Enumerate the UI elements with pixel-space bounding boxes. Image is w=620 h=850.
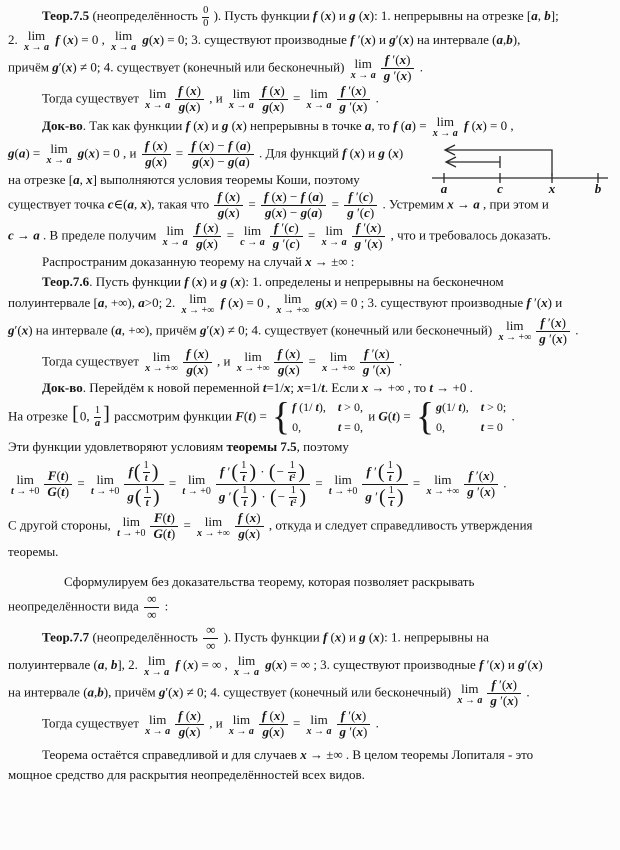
text-line: на интервале (a,b), причём g′(x) ≠ 0; 4. существует (конечный или бесконечный) lim x → a f ′( x ) g ′( x ) . [8,677,530,709]
diagram-label-a: a [440,180,448,194]
text-line: Теор.7.7 (неопределённость $\frac{\infty}{\infty}$ ). Пусть функции f (x) и g (x): 1. непрерывны на [42,622,489,654]
diagram-label-c: c [497,180,503,194]
paragraph-conclusion-7-5 [8,84,612,115]
text-line: Тогда существует lim x → +∞ f ( x ) g ( x ) , и lim x → +∞ f ( x ) g ( x ) = lim x → +∞ f ′( x ) g ′( x ) . [42,345,403,377]
text-line: lim t → +0 F ( t ) G ( t ) = lim t → +0 f ( $\frac{1}{t}$ ) g ( $\frac{1}{t}$ ) = lim t → +0 f ′ ( $\frac{1}{t}$ ) · ( − 1 t ² ) g ′ ( $\frac{1}{t}$ ) · ( − 1 t ² ) = lim t → +0 f ′ ( $\frac{1}{t}$ ) g ′ ( $\frac{1}{t}$ ) = lim x → +∞ f ′( x ) g ′( x ) . [11,460,507,509]
paragraph-theorem-7-5 [8,5,612,84]
text-line: неопределённости вида $\frac{\infty}{\infty}$ : [8,591,169,623]
text-line: существует точка c∈(a, x), такая что f ( x ) g ( x ) = f ( x ) − f ( a ) g ( x ) − g ( a ) = f ′( c ) g ′( c ) . Устремим x → a , при этом и [8,188,549,220]
numberline-diagram [430,142,610,194]
diagram-arrows [445,145,552,176]
text-line: причём g′(x) ≠ 0; 4. существует (конечный или бесконечный) lim x → a f ′( x ) g ′( x ) . [8,52,423,84]
text-line: теоремы. [8,544,59,560]
paragraph-closing [8,745,612,785]
text-line: 2. lim x → a f (x) = 0 , lim x → a g(x) = 0; 3. существуют производные f ′(x) и g′(x) на интервале (a,b), [8,28,521,54]
text-line: полуинтервале [a, +∞), a>0; 2. lim x → +∞ f (x) = 0 , lim x → +∞ g(x) = 0 ; 3. существуют производные f ′(x) и [8,290,563,316]
paragraph-theorem-7-6 [8,272,612,378]
text-line: Теорема остаётся справедливой и для случаев x → ±∞ . В целом теоремы Лопиталя - это [42,746,534,762]
diagram-label-x: x [548,180,556,194]
paragraph-conclusion-7-7 [8,709,612,740]
text-line: g(a) = lim x → a g(x) = 0 , и f ( x ) g ( x ) = f ( x ) − f ( a ) g ( x ) − g ( a ) . Для функций f (x) и g (x) [8,137,404,169]
paragraph-eq-chain [8,460,612,509]
text-line: на отрезке [a, x] выполняются условия теоремы Коши, поэтому [8,171,360,187]
text-line: Эти функции удовлетворяют условиям теоремы 7.5, поэтому [8,438,349,454]
text-line: полуинтервале (a, b], 2. lim x → a f (x) = ∞ , lim x → a g(x) = ∞ ; 3. существуют производные f ′(x) и g′(x) [8,653,543,679]
paragraph-extend-statement [8,252,612,272]
text-line: Док-во. Перейдём к новой переменной t=1/x; x=1/t. Если x → +∞ , то t → +0 . [42,379,473,395]
paragraph-proof-7-6 [8,378,612,457]
text-line: Тогда существует lim x → a f ( x ) g ( x ) , и lim x → a f ( x ) g ( x ) = lim x → a f ′( x ) g ′( x ) . [42,82,379,114]
text-line: c → a . В пределе получим lim x → a f ( x ) g ( x ) = lim c → a f ′( c ) g ′( c ) = lim x → a f ′( x ) g ′( x ) , что и требовалось доказать. [8,219,551,251]
text-line: Тогда существует lim x → a f ( x ) g ( x ) , и lim x → a f ( x ) g ( x ) = lim x → a f ′( x ) g ′( x ) . [42,708,379,740]
text-line: g′(x) на интервале (a, +∞), причём g′(x) ≠ 0; 4. существует (конечный или бесконечный) lim x → +∞ f ′( x ) g ′( x ) . [8,314,579,346]
text-line: Док-во. Так как функции f (x) и g (x) непрерывны в точке a, то f (a) = lim x → a f (x) = 0 , [42,113,514,139]
text-line: Сформулируем без доказательства теорему, которая позволяет раскрывать [64,574,475,590]
text-line: Распространим доказанную теорему на случай x → ±∞ : [42,253,355,269]
paragraph-proof-7-5 [8,115,612,252]
text-line: Теор.7.5 (неопределённость $\frac{0}{0}$ ). Пусть функции f (x) и g (x): 1. непрерывны на отрезке [a, b]; [42,5,559,29]
paragraph-formulate-inf [8,572,612,623]
text-line: мощное средство для раскрытия неопределённостей всех видов. [8,767,365,783]
document-content [8,5,612,785]
text-line: С другой стороны, lim t → +0 F ( t ) G ( t ) = lim x → +∞ f ( x ) g ( x ) , откуда и следует справедливость утверждения [8,510,533,542]
diagram-axis [432,173,608,183]
text-line: На отрезке [0, $\frac{1}{a}$ ] рассмотрим функции F(t) = { f (1/ t), t > 0, 0, t = 0, и G(t) = { g(1/ t), t > 0; 0, t = 0 . [8,395,515,440]
diagram-label-b: b [594,180,602,194]
text-line: Теор.7.6. Пусть функции f (x) и g (x): 1. определены и непрерывны на бесконечном [42,273,504,289]
paragraph-other-side [8,511,612,562]
paragraph-theorem-7-7 [8,623,612,709]
